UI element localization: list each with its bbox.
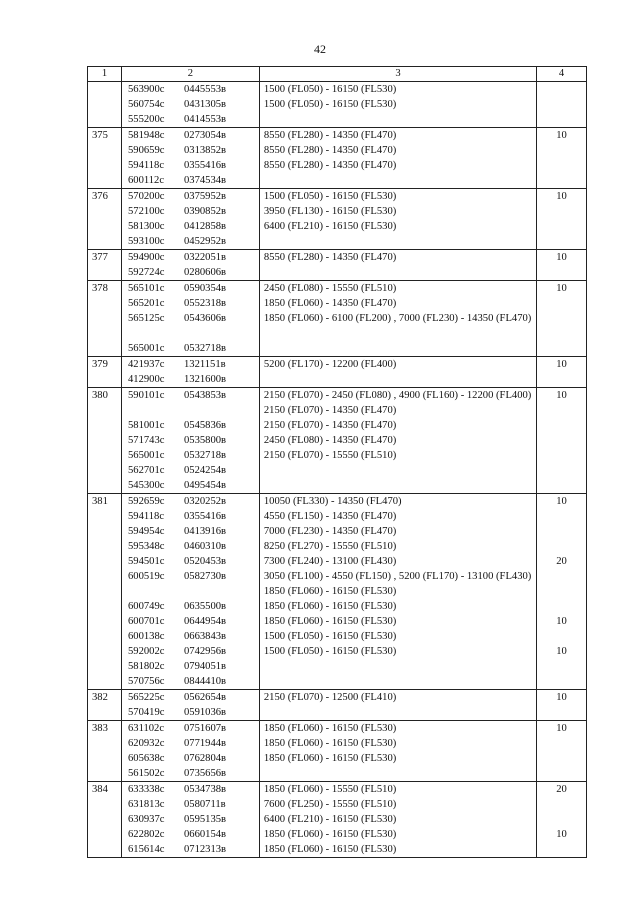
coordinates-cell (121, 281, 259, 357)
table-row (88, 128, 587, 189)
table-row (88, 690, 587, 721)
longitude-value: 0543606в (183, 313, 227, 324)
flight-level-range: 1850 (FL060) - 16150 (FL530) (263, 753, 397, 764)
latitude-value: 581948с (127, 130, 165, 141)
flight-levels-cell (259, 357, 536, 388)
latitude-value: 565001с (127, 450, 165, 461)
category-cell (537, 250, 587, 281)
flight-levels-cell (259, 494, 536, 690)
flight-level-range: 1850 (FL060) - 16150 (FL530) (263, 723, 397, 734)
flight-level-range: 5200 (FL170) - 12200 (FL400) (263, 359, 397, 370)
flight-level-range: 8550 (FL280) - 14350 (FL470) (263, 252, 397, 263)
coordinate-line (126, 736, 255, 751)
latitude-value: 600112с (127, 175, 165, 186)
coordinate-line (126, 265, 255, 280)
category-value: 10 (556, 359, 567, 370)
longitude-value: 0445553в (183, 84, 227, 95)
coordinate-line (126, 690, 255, 705)
flight-levels-cell (259, 128, 536, 189)
zone-number: 383 (88, 721, 122, 782)
coordinate-line (126, 539, 255, 554)
coordinates-cell (121, 250, 259, 281)
coordinates-cell (121, 782, 259, 858)
longitude-value: 0273054в (183, 130, 227, 141)
header-row (88, 67, 587, 82)
coordinates-cell (121, 388, 259, 494)
coordinate-line (126, 524, 255, 539)
coordinate-line (126, 463, 255, 478)
longitude-value: 0591036в (183, 707, 227, 718)
category-value (541, 797, 582, 812)
longitude-value: 1321600в (183, 374, 227, 385)
coordinate-line (126, 403, 255, 418)
coordinate-line (126, 478, 255, 493)
latitude-value: 590659с (127, 145, 165, 156)
coordinate-line (126, 418, 255, 433)
category-cell (537, 388, 587, 494)
coordinate-line (126, 112, 255, 127)
flight-levels-cell (259, 388, 536, 494)
flight-level-range: 1850 (FL060) - 16150 (FL530) (263, 616, 397, 627)
page-number: 42 (314, 42, 326, 56)
coordinate-line (126, 659, 255, 674)
latitude-value: 600519с (127, 571, 165, 582)
header-col-4: 4 (537, 67, 587, 82)
latitude-value: 631813с (127, 799, 165, 810)
coordinate-line (126, 128, 255, 143)
longitude-value: 0595135в (183, 814, 227, 825)
coordinate-line (126, 599, 255, 614)
latitude-value: 565001с (127, 343, 165, 354)
flight-level-range: 2450 (FL080) - 14350 (FL470) (263, 435, 397, 446)
table-row (88, 82, 587, 128)
category-cell (537, 782, 587, 858)
flight-level-range: 1850 (FL060) - 16150 (FL530) (263, 586, 397, 597)
coordinate-line (126, 842, 255, 857)
table-row (88, 494, 587, 690)
flight-level-range: 2150 (FL070) - 14350 (FL470) (263, 420, 397, 431)
latitude-value: 581001с (127, 420, 165, 431)
flight-level-range: 10050 (FL330) - 14350 (FL470) (263, 496, 402, 507)
latitude-value: 594954с (127, 526, 165, 537)
airspace-table (87, 66, 587, 858)
latitude-value: 581300с (127, 221, 165, 232)
coordinate-line (126, 388, 255, 403)
flight-level-range: 1500 (FL050) - 16150 (FL530) (263, 646, 397, 657)
flight-levels-cell (259, 690, 536, 721)
longitude-value: 0280606в (183, 267, 227, 278)
longitude-value: 0644954в (183, 616, 227, 627)
coordinate-line (126, 644, 255, 659)
latitude-value: 562701с (127, 465, 165, 476)
category-value (541, 599, 582, 614)
latitude-value: 600138с (127, 631, 165, 642)
table-row (88, 782, 587, 858)
flight-level-range: 1850 (FL060) - 16150 (FL530) (263, 844, 397, 855)
table-body (88, 82, 587, 858)
coordinate-line (126, 782, 255, 797)
coordinates-cell (121, 357, 259, 388)
flight-level-range: 1850 (FL060) - 6100 (FL200) , 7000 (FL230) - 14350 (FL470) (263, 313, 532, 324)
longitude-value: 0751607в (183, 723, 227, 734)
coordinate-line (126, 219, 255, 234)
coordinate-line (126, 584, 255, 599)
coordinate-line (126, 173, 255, 188)
flight-level-range: 6400 (FL210) - 16150 (FL530) (263, 221, 397, 232)
table-row (88, 357, 587, 388)
flight-level-range: 7000 (FL230) - 14350 (FL470) (263, 526, 397, 537)
longitude-value: 0580711в (183, 799, 226, 810)
category-value: 10 (556, 829, 567, 840)
latitude-value: 570200с (127, 191, 165, 202)
coordinate-line (126, 494, 255, 509)
latitude-value: 563900с (127, 84, 165, 95)
flight-level-range: 1500 (FL050) - 16150 (FL530) (263, 631, 397, 642)
longitude-value: 0520453в (183, 556, 227, 567)
table-row (88, 189, 587, 250)
category-cell (537, 690, 587, 721)
coordinate-line (126, 341, 255, 356)
coordinate-line (126, 97, 255, 112)
category-value: 10 (556, 252, 567, 263)
zone-number: 381 (88, 494, 122, 690)
flight-level-range: 1850 (FL060) - 14350 (FL470) (263, 298, 397, 309)
latitude-value: 412900с (127, 374, 165, 385)
category-value: 10 (556, 130, 567, 141)
flight-level-range: 2150 (FL070) - 2450 (FL080) , 4900 (FL160) - 12200 (FL400) (263, 390, 532, 401)
latitude-value: 592002с (127, 646, 165, 657)
longitude-value: 0534738в (183, 784, 227, 795)
coordinate-line (126, 554, 255, 569)
coordinate-line (126, 721, 255, 736)
category-cell (537, 281, 587, 357)
table-row (88, 388, 587, 494)
flight-level-range: 2450 (FL080) - 15550 (FL510) (263, 283, 397, 294)
coordinate-line (126, 234, 255, 249)
latitude-value: 595348с (127, 541, 165, 552)
flight-level-range: 1850 (FL060) - 16150 (FL530) (263, 829, 397, 840)
longitude-value: 0545836в (183, 420, 227, 431)
zone-number: 380 (88, 388, 122, 494)
longitude-value: 0412858в (183, 221, 227, 232)
flight-level-range: 1500 (FL050) - 16150 (FL530) (263, 99, 397, 110)
longitude-value: 0532718в (183, 450, 227, 461)
category-cell (537, 357, 587, 388)
coordinates-cell (121, 721, 259, 782)
latitude-value: 590101с (127, 390, 165, 401)
coordinate-line (126, 296, 255, 311)
flight-levels-cell (259, 82, 536, 128)
coordinate-line (126, 448, 255, 463)
flight-level-range: 3950 (FL130) - 16150 (FL530) (263, 206, 397, 217)
coordinates-cell (121, 494, 259, 690)
longitude-value: 0460310в (183, 541, 227, 552)
zone-number: 384 (88, 782, 122, 858)
category-value (541, 629, 582, 644)
latitude-value: 615614с (127, 844, 165, 855)
coordinate-line (126, 812, 255, 827)
longitude-value: 0794051в (183, 661, 227, 672)
category-value (541, 509, 582, 524)
coordinate-line (126, 82, 255, 97)
coordinate-line (126, 509, 255, 524)
longitude-value: 0844410в (183, 676, 227, 687)
latitude-value: 572100с (127, 206, 165, 217)
latitude-value: 594118с (127, 160, 165, 171)
latitude-value: 594900с (127, 252, 165, 263)
longitude-value: 0374534в (183, 175, 227, 186)
coordinate-line (126, 629, 255, 644)
coordinate-line (126, 766, 255, 781)
flight-level-range: 2150 (FL070) - 12500 (FL410) (263, 692, 397, 703)
table-row (88, 721, 587, 782)
longitude-value: 0355416в (183, 160, 227, 171)
longitude-value: 0375952в (183, 191, 227, 202)
flight-level-range: 3050 (FL100) - 4550 (FL150) , 5200 (FL170) - 13100 (FL430) (263, 571, 532, 582)
longitude-value: 0355416в (183, 511, 227, 522)
flight-level-range: 6400 (FL210) - 16150 (FL530) (263, 814, 397, 825)
longitude-value: 0590354в (183, 283, 227, 294)
category-cell (537, 128, 587, 189)
coordinate-line (126, 674, 255, 689)
header-col-1: 1 (88, 67, 122, 82)
latitude-value: 565201с (127, 298, 165, 309)
coordinate-line (126, 433, 255, 448)
category-value (541, 584, 582, 599)
latitude-value: 630937с (127, 814, 165, 825)
coordinate-line (126, 143, 255, 158)
longitude-value: 0712313в (183, 844, 227, 855)
latitude-value: 600749с (127, 601, 165, 612)
coordinate-line (126, 311, 255, 326)
category-value (541, 569, 582, 584)
category-value (541, 812, 582, 827)
zone-number: 382 (88, 690, 122, 721)
coordinate-line (126, 189, 255, 204)
longitude-value: 0524254в (183, 465, 227, 476)
coordinate-line (126, 751, 255, 766)
flight-levels-cell (259, 782, 536, 858)
longitude-value: 1321151в (183, 359, 226, 370)
longitude-value: 0660154в (183, 829, 227, 840)
category-cell (537, 721, 587, 782)
longitude-value: 0635500в (183, 601, 227, 612)
flight-level-range: 1500 (FL050) - 16150 (FL530) (263, 191, 397, 202)
flight-levels-cell (259, 189, 536, 250)
flight-levels-cell (259, 250, 536, 281)
flight-level-range: 1850 (FL060) - 16150 (FL530) (263, 601, 397, 612)
zone-number: 377 (88, 250, 122, 281)
latitude-value: 565225с (127, 692, 165, 703)
coordinates-cell (121, 690, 259, 721)
latitude-value: 600701с (127, 616, 165, 627)
latitude-value: 581802с (127, 661, 165, 672)
coordinate-line (126, 827, 255, 842)
longitude-value: 0735656в (183, 768, 227, 779)
flight-level-range: 2150 (FL070) - 14350 (FL470) (263, 405, 397, 416)
longitude-value: 0320252в (183, 496, 227, 507)
longitude-value: 0543853в (183, 390, 227, 401)
coordinate-line (126, 158, 255, 173)
category-cell (537, 494, 587, 690)
coordinate-line (126, 705, 255, 720)
header-col-2: 2 (121, 67, 259, 82)
coordinate-line (126, 797, 255, 812)
latitude-value: 620932с (127, 738, 165, 749)
latitude-value: 594501с (127, 556, 165, 567)
table-row (88, 250, 587, 281)
zone-number (88, 82, 122, 128)
longitude-value: 0663843в (183, 631, 227, 642)
latitude-value: 633338с (127, 784, 165, 795)
longitude-value: 0532718в (183, 343, 227, 354)
header-col-3: 3 (259, 67, 536, 82)
flight-level-range: 8550 (FL280) - 14350 (FL470) (263, 160, 397, 171)
zone-number: 379 (88, 357, 122, 388)
longitude-value: 0742956в (183, 646, 227, 657)
category-value: 10 (556, 723, 567, 734)
flight-levels-cell (259, 281, 536, 357)
longitude-value: 0562654в (183, 692, 227, 703)
longitude-value: 0495454в (183, 480, 227, 491)
flight-level-range: 4550 (FL150) - 14350 (FL470) (263, 511, 397, 522)
latitude-value: 545300с (127, 480, 165, 491)
flight-level-range: 2150 (FL070) - 15550 (FL510) (263, 450, 397, 461)
latitude-value: 561502с (127, 768, 165, 779)
coordinate-line (126, 326, 255, 341)
table-row (88, 281, 587, 357)
zone-number: 375 (88, 128, 122, 189)
coordinate-line (126, 372, 255, 387)
category-cell (537, 189, 587, 250)
latitude-value: 571743с (127, 435, 165, 446)
longitude-value: 0762804в (183, 753, 227, 764)
flight-level-range: 8550 (FL280) - 14350 (FL470) (263, 145, 397, 156)
coordinates-cell (121, 82, 259, 128)
category-value (541, 524, 582, 539)
latitude-value: 593100с (127, 236, 165, 247)
longitude-value: 0313852в (183, 145, 227, 156)
longitude-value: 0322051в (183, 252, 227, 263)
latitude-value: 594118с (127, 511, 165, 522)
latitude-value: 592659с (127, 496, 165, 507)
category-value: 10 (556, 191, 567, 202)
flight-levels-cell (259, 721, 536, 782)
category-value: 10 (556, 283, 567, 294)
category-value: 10 (556, 496, 567, 507)
longitude-value: 0552318в (183, 298, 227, 309)
category-value: 10 (556, 616, 567, 627)
latitude-value: 631102с (127, 723, 165, 734)
longitude-value: 0390852в (183, 206, 227, 217)
longitude-value: 0582730в (183, 571, 227, 582)
zone-number: 378 (88, 281, 122, 357)
latitude-value: 555200с (127, 114, 165, 125)
flight-level-range: 7600 (FL250) - 15550 (FL510) (263, 799, 397, 810)
category-value: 10 (556, 646, 567, 657)
category-value (541, 539, 582, 554)
longitude-value: 0771944в (183, 738, 227, 749)
category-value: 10 (556, 390, 567, 401)
coordinate-line (126, 250, 255, 265)
coordinate-line (126, 569, 255, 584)
coordinates-cell (121, 128, 259, 189)
latitude-value: 570419с (127, 707, 165, 718)
category-cell (537, 82, 587, 128)
flight-level-range: 8550 (FL280) - 14350 (FL470) (263, 130, 397, 141)
flight-level-range: 1850 (FL060) - 15550 (FL510) (263, 784, 397, 795)
flight-level-range: 1850 (FL060) - 16150 (FL530) (263, 738, 397, 749)
latitude-value: 565101с (127, 283, 165, 294)
category-value: 20 (556, 556, 567, 567)
zone-number: 376 (88, 189, 122, 250)
latitude-value: 605638с (127, 753, 165, 764)
longitude-value: 0535800в (183, 435, 227, 446)
longitude-value: 0414553в (183, 114, 227, 125)
category-value: 10 (556, 692, 567, 703)
longitude-value: 0413916в (183, 526, 227, 537)
latitude-value: 570756с (127, 676, 165, 687)
coordinate-line (126, 281, 255, 296)
latitude-value: 592724с (127, 267, 165, 278)
flight-level-range: 7300 (FL240) - 13100 (FL430) (263, 556, 397, 567)
category-value: 20 (556, 784, 567, 795)
coordinates-cell (121, 189, 259, 250)
longitude-value: 0431305в (183, 99, 227, 110)
coordinate-line (126, 614, 255, 629)
flight-level-range: 1500 (FL050) - 16150 (FL530) (263, 84, 397, 95)
coordinate-line (126, 357, 255, 372)
latitude-value: 421937с (127, 359, 165, 370)
latitude-value: 560754с (127, 99, 165, 110)
latitude-value: 622802с (127, 829, 165, 840)
latitude-value: 565125с (127, 313, 165, 324)
coordinate-line (126, 204, 255, 219)
longitude-value: 0452952в (183, 236, 227, 247)
flight-level-range: 8250 (FL270) - 15550 (FL510) (263, 541, 397, 552)
